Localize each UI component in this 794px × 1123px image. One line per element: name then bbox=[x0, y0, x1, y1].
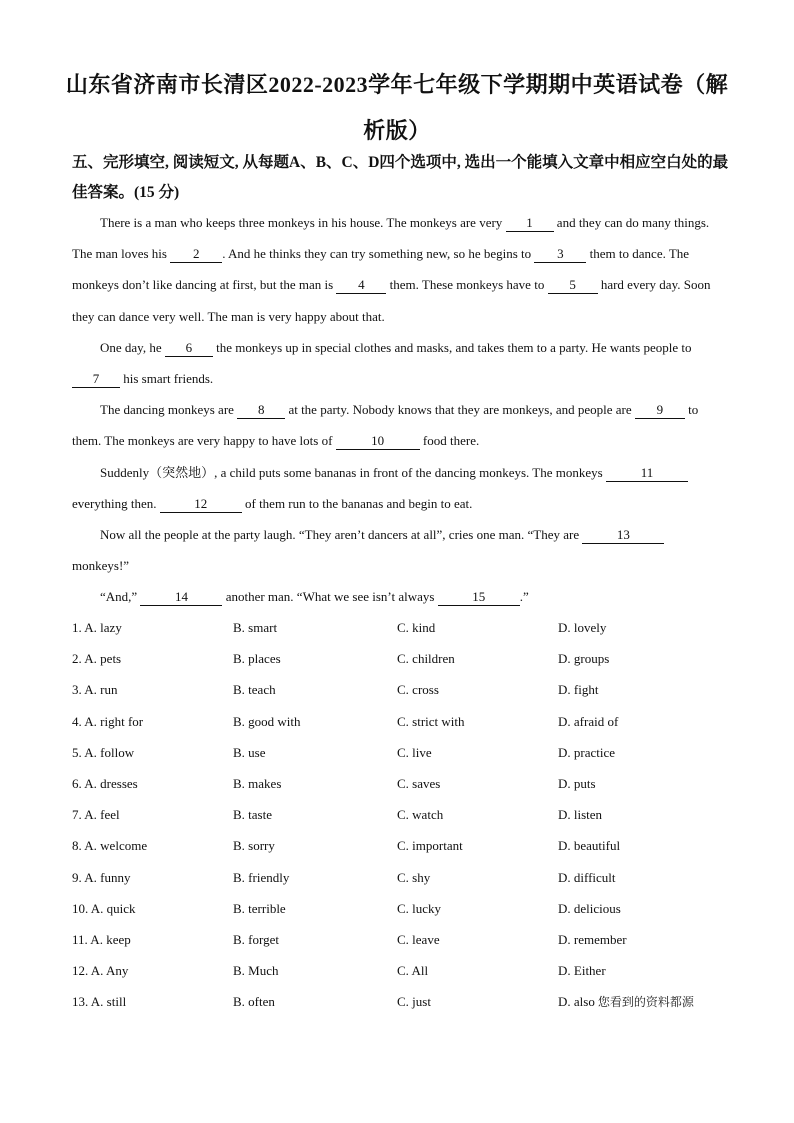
option-b: B. forget bbox=[233, 931, 279, 947]
question-row-9 bbox=[72, 862, 732, 893]
option-c: C. kind bbox=[397, 620, 436, 635]
option-a: 12. A. Any bbox=[72, 963, 129, 979]
passage-text: and they can do many things. The man loves his bbox=[72, 215, 710, 262]
blank-11: 11 bbox=[606, 465, 688, 482]
option-b: B. use bbox=[233, 744, 266, 760]
option-a: 4. A. right for bbox=[72, 713, 144, 729]
passage-text: to them. The monkeys are very happy to have lots of bbox=[72, 402, 699, 449]
paragraph-3 bbox=[72, 394, 724, 456]
blank-15: 15 bbox=[438, 589, 520, 606]
question-row-1 bbox=[72, 612, 732, 643]
blank-7: 7 bbox=[72, 371, 120, 388]
option-a: 10. A. quick bbox=[72, 900, 136, 916]
option-d: D. afraid of bbox=[558, 713, 619, 729]
passage-text: of them run to the bananas and begin to eat. bbox=[241, 495, 473, 511]
option-d: D. puts bbox=[558, 775, 596, 791]
option-c: C. leave bbox=[397, 931, 440, 947]
passage-text: them. These monkeys have to bbox=[386, 277, 548, 293]
passage-text: everything then. bbox=[72, 495, 160, 511]
question-row-4 bbox=[72, 706, 732, 737]
option-d: D. Either bbox=[558, 963, 606, 979]
option-a: 8. A. welcome bbox=[72, 838, 148, 854]
option-b: B. places bbox=[233, 651, 281, 667]
option-a: 3. A. run bbox=[72, 682, 118, 698]
question-row-11 bbox=[72, 924, 732, 955]
option-d bbox=[558, 986, 694, 1018]
question-row-2 bbox=[72, 643, 732, 674]
passage-text: .” bbox=[519, 589, 529, 605]
blank-12: 12 bbox=[160, 496, 242, 513]
option-b: B. sorry bbox=[233, 838, 275, 854]
option-a: 7. A. feel bbox=[72, 807, 120, 823]
option-d: D. groups bbox=[558, 651, 610, 667]
option-d: D. remember bbox=[558, 931, 627, 947]
passage-text: . And he thinks they can try something new, so he begins to bbox=[222, 246, 535, 262]
passage-text: One day, he bbox=[100, 339, 165, 355]
option-c: C. shy bbox=[397, 869, 431, 885]
option-d-text: D. also bbox=[558, 994, 595, 1010]
title-line-1: 山东省济南市长清区2022-2023学年七年级下学期期中英语试卷（解 bbox=[65, 72, 729, 97]
document-title bbox=[60, 62, 734, 154]
passage-text: “And,” bbox=[100, 589, 141, 605]
question-row-12 bbox=[72, 955, 732, 986]
option-d: D. difficult bbox=[558, 869, 616, 885]
option-c: C. watch bbox=[397, 807, 444, 823]
option-c: C. live bbox=[397, 744, 432, 760]
option-d: D. beautiful bbox=[558, 838, 621, 854]
option-b: B. smart bbox=[233, 620, 278, 635]
option-d: D. listen bbox=[558, 807, 603, 823]
option-c: C. just bbox=[397, 994, 431, 1010]
section-heading: 五、完形填空, 阅读短文, 从每题A、B、C、D四个选项中, 选出一个能填入文章中相应空白处的最佳答案。(15 分) bbox=[72, 154, 729, 201]
option-b: B. good with bbox=[233, 713, 301, 729]
question-row-10 bbox=[72, 893, 732, 924]
option-a: 2. A. pets bbox=[72, 651, 122, 667]
passage-text: The dancing monkeys are bbox=[100, 402, 238, 418]
watermark-text: 您看到的资料都源 bbox=[597, 995, 694, 1010]
option-a: 1. A. lazy bbox=[72, 620, 122, 635]
option-a: 6. A. dresses bbox=[72, 775, 138, 791]
option-d: D. practice bbox=[558, 744, 616, 760]
option-c: C. lucky bbox=[397, 900, 442, 916]
question-row-5 bbox=[72, 737, 732, 768]
option-c: C. strict with bbox=[397, 713, 465, 729]
option-b: B. friendly bbox=[233, 869, 290, 885]
passage-text: Now all the people at the party laugh. “They aren’t dancers at all”, cries one man. “They are bbox=[100, 527, 583, 543]
option-c: C. All bbox=[397, 963, 429, 979]
option-a: 9. A. funny bbox=[72, 869, 131, 885]
passage-text: at the party. Nobody knows that they are monkeys, and people are bbox=[285, 402, 635, 418]
blank-6: 6 bbox=[165, 340, 213, 357]
passage-text: hard every day. Soon they can dance very well. The man is very happy about that. bbox=[72, 277, 711, 324]
option-b: B. terrible bbox=[233, 900, 286, 916]
option-c: C. cross bbox=[397, 682, 439, 698]
passage-text: his smart friends. bbox=[120, 371, 214, 387]
blank-14: 14 bbox=[140, 589, 222, 606]
passage-text: them to dance. The monkeys don’t like dancing at first, but the man is bbox=[72, 246, 690, 293]
option-c: C. children bbox=[397, 651, 455, 667]
blank-2: 2 bbox=[170, 246, 222, 263]
paragraph-6 bbox=[72, 581, 724, 612]
question-row-13 bbox=[72, 986, 732, 1017]
question-row-3 bbox=[72, 674, 732, 705]
paragraph-2 bbox=[72, 332, 724, 394]
blank-4: 4 bbox=[336, 277, 386, 294]
option-d: D. lovely bbox=[558, 620, 607, 635]
option-d: D. delicious bbox=[558, 900, 621, 916]
paragraph-4 bbox=[72, 457, 724, 519]
option-c: C. saves bbox=[397, 775, 441, 791]
option-a: 5. A. follow bbox=[72, 744, 135, 760]
option-b: B. taste bbox=[233, 807, 272, 823]
blank-9: 9 bbox=[635, 402, 685, 419]
passage-text: the monkeys up in special clothes and masks, and takes them to a party. He wants people to bbox=[212, 339, 692, 355]
option-b: B. teach bbox=[233, 682, 276, 698]
option-b: B. makes bbox=[233, 775, 282, 791]
option-c: C. important bbox=[397, 838, 463, 854]
passage-text: monkeys!” bbox=[72, 558, 130, 574]
blank-13: 13 bbox=[582, 527, 664, 544]
paragraph-5 bbox=[72, 519, 724, 581]
question-row-6 bbox=[72, 768, 732, 799]
passage-text: There is a man who keeps three monkeys in his house. The monkeys are very bbox=[100, 215, 506, 230]
passage-text: food there. bbox=[419, 433, 480, 449]
passage-text: another man. “What we see isn’t always bbox=[222, 589, 438, 605]
option-b: B. Much bbox=[233, 963, 279, 979]
cloze-passage bbox=[72, 207, 724, 613]
title-line-2: 析版） bbox=[363, 118, 431, 143]
blank-1: 1 bbox=[506, 215, 554, 232]
blank-8: 8 bbox=[237, 402, 285, 419]
passage-text: Suddenly（突然地）, a child puts some bananas in front of the dancing monkeys. The monkeys bbox=[100, 464, 606, 480]
option-a: 11. A. keep bbox=[72, 931, 131, 947]
question-row-7 bbox=[72, 799, 732, 830]
blank-5: 5 bbox=[548, 277, 598, 294]
option-b: B. often bbox=[233, 994, 275, 1010]
option-d: D. fight bbox=[558, 682, 599, 698]
blank-10: 10 bbox=[336, 433, 420, 450]
question-row-8 bbox=[72, 830, 732, 861]
blank-3: 3 bbox=[534, 246, 586, 263]
answer-options bbox=[72, 612, 732, 1017]
option-a: 13. A. still bbox=[72, 994, 127, 1010]
paragraph-1 bbox=[72, 207, 724, 332]
